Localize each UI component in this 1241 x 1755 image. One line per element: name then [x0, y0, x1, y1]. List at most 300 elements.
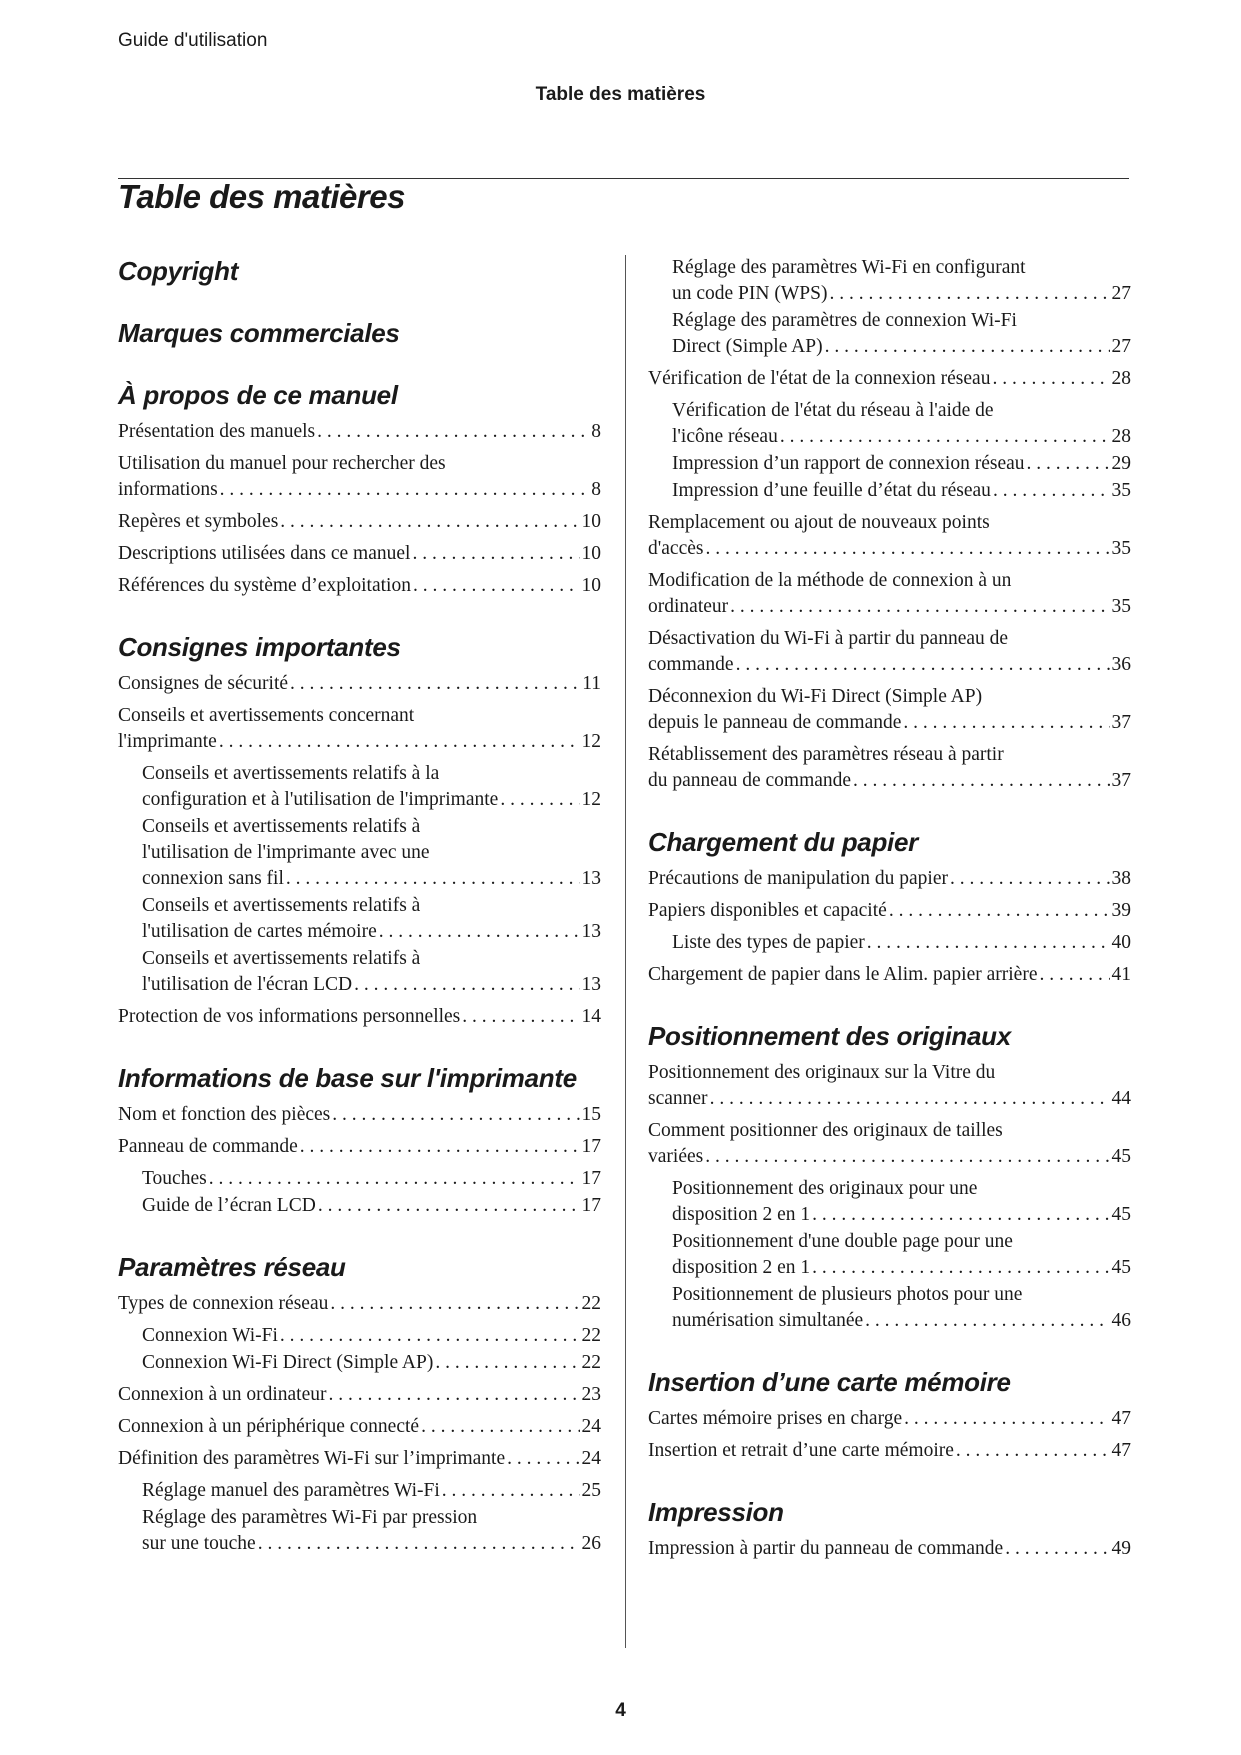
toc-entry-text: Touches [142, 1168, 207, 1189]
dot-leader [1027, 451, 1110, 477]
dot-leader [812, 1202, 1109, 1228]
toc-entry-text: depuis le panneau de commande [648, 712, 902, 733]
toc-page-number: 27 [1111, 336, 1131, 357]
dot-leader [317, 419, 589, 445]
toc-entry-last-line [648, 866, 1131, 892]
toc-entry-text: Conseils et avertissements concernant [118, 705, 415, 726]
toc-entry-last-line [142, 1193, 601, 1219]
toc-section-insertion-d-une-carte-memoire [648, 1366, 1131, 1464]
running-header-section: Table des matières [535, 84, 706, 105]
toc-entry-line [672, 1176, 1131, 1202]
toc-page-number: 10 [581, 543, 601, 564]
toc-entry-text: ordinateur [648, 596, 729, 617]
toc-entry-line [672, 398, 1131, 424]
toc-entry-line [142, 1505, 601, 1531]
toc-page-number: 37 [1111, 712, 1131, 733]
toc-entry-text: scanner [648, 1088, 708, 1109]
dot-leader [329, 1382, 580, 1408]
toc-entry[interactable] [648, 1282, 1131, 1334]
toc-entry-last-line [142, 1323, 601, 1349]
toc-entry[interactable] [118, 1166, 601, 1192]
toc-entry-line [142, 814, 601, 840]
toc-section-chargement-du-papier [648, 826, 1131, 988]
toc-entry-last-line [118, 1004, 601, 1030]
toc-entry-text: Références du système d’exploitation [118, 575, 411, 596]
toc-entry-text: Modification de la méthode de connexion à un [648, 570, 1012, 591]
toc-entry[interactable] [118, 1414, 601, 1440]
toc-entry[interactable] [648, 1406, 1131, 1432]
toc-entry-text: Utilisation du manuel pour rechercher des [118, 453, 446, 474]
toc-entry-text: Présentation des manuels [118, 421, 316, 442]
dot-leader [280, 509, 579, 535]
toc-page-number: 45 [1111, 1146, 1131, 1167]
toc-entry-text: l'utilisation de l'imprimante avec une [142, 842, 430, 863]
toc-entry-line [648, 1060, 1131, 1086]
dot-leader [853, 768, 1109, 794]
toc-page-number: 22 [581, 1352, 601, 1373]
dot-leader [736, 652, 1110, 678]
toc-page-number: 8 [591, 421, 601, 442]
toc-page-number: 24 [581, 1448, 601, 1469]
toc-entry-text: Connexion à un périphérique connecté [118, 1416, 420, 1437]
column-divider [625, 255, 626, 1648]
toc-entry-text: disposition 2 en 1 [672, 1204, 811, 1225]
toc-entry[interactable] [118, 893, 601, 945]
toc-section-heading[interactable]: Copyright [118, 256, 239, 286]
toc-right-column [648, 255, 1131, 1580]
toc-entry-line [118, 451, 601, 477]
toc-entry-line [672, 1229, 1131, 1255]
toc-entry[interactable] [648, 478, 1131, 504]
toc-entry-text: Consignes de sécurité [118, 673, 289, 694]
toc-entry-line [118, 703, 601, 729]
toc-section-informations-de-base-sur-l-imprimante [118, 1062, 601, 1219]
toc-entry[interactable] [118, 703, 601, 755]
toc-page-number: 35 [1111, 596, 1131, 617]
toc-entry-last-line [672, 1308, 1131, 1334]
toc-entry-last-line [672, 451, 1131, 477]
toc-page-number: 45 [1111, 1204, 1131, 1225]
toc-entry[interactable] [118, 814, 601, 892]
toc-entry-last-line [118, 573, 601, 599]
toc-entry[interactable] [648, 962, 1131, 988]
dot-leader [442, 1478, 580, 1504]
toc-page-number: 13 [581, 974, 601, 995]
toc-entry[interactable] [118, 419, 601, 445]
toc-section-heading[interactable]: Informations de base sur l'imprimante [118, 1063, 577, 1093]
toc-page-number: 14 [581, 1006, 601, 1027]
toc-page-number: 49 [1111, 1538, 1131, 1559]
dot-leader [286, 866, 580, 892]
toc-entry[interactable] [118, 671, 601, 697]
toc-entry-last-line [648, 768, 1131, 794]
toc-entry-last-line [142, 972, 601, 998]
toc-page-number: 45 [1111, 1257, 1131, 1278]
dot-leader [258, 1531, 580, 1557]
dot-leader [705, 536, 1109, 562]
toc-entry-text: Cartes mémoire prises en charge [648, 1408, 903, 1429]
toc-entry-text: Direct (Simple AP) [672, 336, 823, 357]
toc-entry-text: Panneau de commande [118, 1136, 298, 1157]
toc-entry-line [142, 946, 601, 972]
toc-entry-text: connexion sans fil [142, 868, 284, 889]
toc-entry-last-line [672, 1202, 1131, 1228]
toc-entry[interactable] [648, 626, 1131, 678]
toc-page-number: 12 [581, 789, 601, 810]
toc-entry[interactable] [648, 568, 1131, 620]
toc-entry[interactable] [118, 946, 601, 998]
toc-entry-last-line [648, 1536, 1131, 1562]
toc-entry-line [142, 893, 601, 919]
toc-entry-text: Vérification de l'état du réseau à l'aide de [672, 400, 994, 421]
toc-entry-line [648, 568, 1131, 594]
toc-entry[interactable] [118, 451, 601, 503]
toc-section-copyright [118, 255, 601, 287]
toc-entry-line [142, 840, 601, 866]
dot-leader [300, 1134, 580, 1160]
toc-entry[interactable] [648, 1438, 1131, 1464]
toc-page-number: 10 [581, 511, 601, 532]
toc-entry[interactable] [648, 1229, 1131, 1281]
toc-entry-text: l'imprimante [118, 731, 217, 752]
toc-entry-text: Positionnement des originaux sur la Vitre du [648, 1062, 996, 1083]
toc-entry-text: Comment positionner des originaux de tailles [648, 1120, 1003, 1141]
toc-entry-text: informations [118, 479, 218, 500]
toc-entry[interactable] [118, 509, 601, 535]
toc-entry-last-line [672, 424, 1131, 450]
toc-entry-text: Connexion à un ordinateur [118, 1384, 327, 1405]
toc-entry[interactable] [118, 1291, 601, 1317]
dot-leader [950, 866, 1109, 892]
toc-entry-last-line [142, 866, 601, 892]
toc-entry-text: commande [648, 654, 734, 675]
toc-page-number: 36 [1111, 654, 1131, 675]
toc-entry-text: Précautions de manipulation du papier [648, 868, 949, 889]
toc-entry-last-line [118, 1291, 601, 1317]
dot-leader [1040, 962, 1110, 988]
toc-entry-last-line [118, 671, 601, 697]
toc-section-impression [648, 1496, 1131, 1562]
toc-entry-text: Conseils et avertissements relatifs à la [142, 763, 440, 784]
toc-entry-text: du panneau de commande [648, 770, 852, 791]
toc-entry-text: Rétablissement des paramètres réseau à partir [648, 744, 1004, 765]
toc-section-heading[interactable]: Insertion d’une carte mémoire [648, 1367, 1011, 1397]
dot-leader [889, 898, 1110, 924]
dot-leader [412, 541, 579, 567]
toc-section-heading[interactable]: Impression [648, 1497, 784, 1527]
toc-entry[interactable] [118, 1193, 601, 1219]
toc-entry-last-line [118, 1382, 601, 1408]
toc-section-marques-commerciales [118, 317, 601, 349]
toc-entry-last-line [648, 1406, 1131, 1432]
dot-leader [462, 1004, 579, 1030]
toc-entry[interactable] [118, 1382, 601, 1408]
toc-entry-last-line [648, 962, 1131, 988]
toc-entry[interactable] [118, 1478, 601, 1504]
toc-section-heading[interactable]: Marques commerciales [118, 318, 400, 348]
toc-page-number: 13 [581, 868, 601, 889]
toc-page-number: 37 [1111, 770, 1131, 791]
toc-entry-last-line [648, 1086, 1131, 1112]
toc-section-heading[interactable]: Consignes importantes [118, 632, 401, 662]
toc-entry-text: Guide de l’écran LCD [142, 1195, 316, 1216]
toc-page-number: 40 [1111, 932, 1131, 953]
toc-entry-line [648, 510, 1131, 536]
toc-entry-last-line [648, 652, 1131, 678]
toc-entry-text: Repères et symboles [118, 511, 279, 532]
toc-entry-line [648, 626, 1131, 652]
toc-entry-text: Impression d’un rapport de connexion réseau [672, 453, 1025, 474]
toc-page-number: 23 [581, 1384, 601, 1405]
toc-entry-text: Chargement de papier dans le Alim. papier arrière [648, 964, 1038, 985]
toc-entry-last-line [118, 541, 601, 567]
toc-entry-text: Impression à partir du panneau de commande [648, 1538, 1004, 1559]
toc-entry-last-line [142, 1166, 601, 1192]
toc-entry[interactable] [648, 1176, 1131, 1228]
toc-entry-text: Papiers disponibles et capacité [648, 900, 887, 921]
dot-leader [993, 478, 1110, 504]
toc-entry-text: Positionnement de plusieurs photos pour une [672, 1284, 1023, 1305]
toc-page-number: 24 [581, 1416, 601, 1437]
toc-left-column [118, 255, 601, 1575]
dot-leader [413, 573, 580, 599]
toc-entry-text: Liste des types de papier [672, 932, 865, 953]
toc-page-number: 22 [581, 1325, 601, 1346]
toc-entry-last-line [142, 1531, 601, 1557]
toc-page-number: 12 [581, 731, 601, 752]
toc-entry[interactable] [648, 898, 1131, 924]
dot-leader [1005, 1536, 1109, 1562]
dot-leader [780, 424, 1110, 450]
toc-entry-last-line [648, 594, 1131, 620]
toc-entry-text: Connexion Wi-Fi [142, 1325, 278, 1346]
toc-page-number: 47 [1111, 1440, 1131, 1461]
toc-page-number: 28 [1111, 368, 1131, 389]
toc-entry-line [672, 255, 1131, 281]
toc-entry-text: Types de connexion réseau [118, 1293, 329, 1314]
toc-entry[interactable] [118, 1004, 601, 1030]
toc-entry-text: Nom et fonction des pièces [118, 1104, 331, 1125]
toc-entry[interactable] [648, 451, 1131, 477]
toc-section-parametres-reseau [118, 1251, 601, 1557]
toc-entry-line [672, 308, 1131, 334]
toc-section-a-propos-de-ce-manuel [118, 379, 601, 599]
toc-page-number: 38 [1111, 868, 1131, 889]
toc-page-number: 10 [581, 575, 601, 596]
toc-entry-text: Protection de vos informations personnelles [118, 1006, 461, 1027]
dot-leader [421, 1414, 579, 1440]
toc-page-number: 17 [581, 1136, 601, 1157]
toc-entry-last-line [672, 478, 1131, 504]
toc-entry[interactable] [118, 573, 601, 599]
dot-leader [730, 594, 1109, 620]
toc-page-number: 25 [581, 1480, 601, 1501]
toc-entry-text: variées [648, 1146, 704, 1167]
dot-leader [209, 1166, 580, 1192]
toc-entry-text: l'utilisation de cartes mémoire [142, 921, 377, 942]
dot-leader [354, 972, 579, 998]
toc-page-number: 44 [1111, 1088, 1131, 1109]
toc-entry[interactable] [648, 684, 1131, 736]
running-header-guide: Guide d'utilisation [118, 30, 268, 51]
toc-page-number: 17 [581, 1168, 601, 1189]
dot-leader [812, 1255, 1109, 1281]
dot-leader [290, 671, 580, 697]
toc-entry-line [648, 1118, 1131, 1144]
toc-entry-text: Connexion Wi-Fi Direct (Simple AP) [142, 1352, 434, 1373]
dot-leader [280, 1323, 580, 1349]
toc-section-heading[interactable]: À propos de ce manuel [118, 380, 398, 410]
dot-leader [829, 281, 1109, 307]
toc-entry-line [142, 761, 601, 787]
toc-entry[interactable] [648, 1536, 1131, 1562]
toc-entry-last-line [118, 729, 601, 755]
toc-entry[interactable] [648, 1060, 1131, 1112]
toc-entry-text: configuration et à l'utilisation de l'imprimante [142, 789, 499, 810]
toc-page-number: 47 [1111, 1408, 1131, 1429]
toc-entry[interactable] [118, 1446, 601, 1472]
toc-entry[interactable] [648, 930, 1131, 956]
toc-entry-text: Impression d’une feuille d’état du réseau [672, 480, 991, 501]
toc-entry-last-line [648, 710, 1131, 736]
dot-leader [705, 1144, 1109, 1170]
toc-entry-last-line [118, 1414, 601, 1440]
toc-entry-text: Réglage manuel des paramètres Wi-Fi [142, 1480, 440, 1501]
toc-entry-line [648, 684, 1131, 710]
toc-section-heading[interactable]: Chargement du papier [648, 827, 918, 857]
toc-entry[interactable] [648, 742, 1131, 794]
toc-entry-text: Déconnexion du Wi-Fi Direct (Simple AP) [648, 686, 983, 707]
toc-entry-last-line [118, 1102, 601, 1128]
toc-page-number: 26 [581, 1533, 601, 1554]
toc-entry-text: l'icône réseau [672, 426, 778, 447]
toc-page-number: 46 [1111, 1310, 1131, 1331]
dot-leader [992, 366, 1109, 392]
toc-entry-text: Positionnement d'une double page pour une [672, 1231, 1013, 1252]
toc-entry-text: Conseils et avertissements relatifs à [142, 816, 421, 837]
dot-leader [330, 1291, 579, 1317]
dot-leader [904, 1406, 1109, 1432]
dot-leader [903, 710, 1109, 736]
toc-page-number: 39 [1111, 900, 1131, 921]
toc-entry-text: un code PIN (WPS) [672, 283, 828, 304]
toc-entry-last-line [648, 898, 1131, 924]
toc-entry[interactable] [118, 761, 601, 813]
toc-entry-last-line [118, 1446, 601, 1472]
dot-leader [710, 1086, 1110, 1112]
toc-entry-text: Désactivation du Wi-Fi à partir du panneau de [648, 628, 1009, 649]
dot-leader [220, 477, 590, 503]
toc-entry-last-line [672, 930, 1131, 956]
toc-page-number: 13 [581, 921, 601, 942]
toc-page-number: 28 [1111, 426, 1131, 447]
dot-leader [825, 334, 1110, 360]
dot-leader [956, 1438, 1110, 1464]
dot-leader [867, 930, 1110, 956]
page-number: 4 [615, 1700, 626, 1721]
toc-page-number: 11 [582, 673, 601, 694]
dot-leader [219, 729, 580, 755]
toc-entry-last-line [142, 919, 601, 945]
page-title: Table des matières [118, 178, 405, 215]
toc-entry-text: disposition 2 en 1 [672, 1257, 811, 1278]
toc-section-heading[interactable]: Paramètres réseau [118, 1252, 346, 1282]
toc-entry-last-line [118, 509, 601, 535]
toc-entry-last-line [648, 1438, 1131, 1464]
toc-page-number: 8 [591, 479, 601, 500]
toc-entry-text: Définition des paramètres Wi-Fi sur l’imprimante [118, 1448, 506, 1469]
dot-leader [865, 1308, 1109, 1334]
dot-leader [379, 919, 580, 945]
toc-entry-text: numérisation simultanée [672, 1310, 864, 1331]
toc-entry[interactable] [648, 308, 1131, 360]
toc-entry-text: Conseils et avertissements relatifs à [142, 948, 421, 969]
toc-entry[interactable] [648, 398, 1131, 450]
toc-page-number: 15 [581, 1104, 601, 1125]
toc-entry[interactable] [648, 366, 1131, 392]
toc-page-number: 35 [1111, 480, 1131, 501]
toc-entry-text: Réglage des paramètres Wi-Fi en configurant [672, 257, 1026, 278]
dot-leader [318, 1193, 580, 1219]
toc-page-number: 17 [581, 1195, 601, 1216]
toc-page-number: 22 [581, 1293, 601, 1314]
dot-leader [500, 787, 579, 813]
toc-entry[interactable] [118, 1134, 601, 1160]
toc-entry-last-line [142, 1478, 601, 1504]
toc-section-positionnement-des-originaux [648, 1020, 1131, 1334]
toc-section-continued [648, 255, 1131, 794]
toc-page-number: 27 [1111, 283, 1131, 304]
toc-entry-text: Insertion et retrait d’une carte mémoire [648, 1440, 954, 1461]
toc-entry-text: d'accès [648, 538, 704, 559]
toc-entry[interactable] [118, 1350, 601, 1376]
toc-entry[interactable] [648, 1118, 1131, 1170]
toc-entry-last-line [118, 477, 601, 503]
dot-leader [507, 1446, 579, 1472]
toc-entry[interactable] [648, 866, 1131, 892]
toc-entry-line [672, 1282, 1131, 1308]
toc-entry-last-line [672, 281, 1131, 307]
toc-page-number: 35 [1111, 538, 1131, 559]
toc-entry-last-line [118, 1134, 601, 1160]
toc-section-heading[interactable]: Positionnement des originaux [648, 1021, 1011, 1051]
toc-entry[interactable] [648, 255, 1131, 307]
toc-entry[interactable] [118, 541, 601, 567]
toc-entry-text: Descriptions utilisées dans ce manuel [118, 543, 411, 564]
toc-entry-last-line [118, 419, 601, 445]
toc-entry[interactable] [118, 1505, 601, 1557]
toc-entry-last-line [142, 787, 601, 813]
toc-entry-text: Réglage des paramètres de connexion Wi-Fi [672, 310, 1017, 331]
toc-entry-last-line [648, 1144, 1131, 1170]
toc-entry-last-line [672, 1255, 1131, 1281]
toc-entry-last-line [648, 366, 1131, 392]
toc-entry[interactable] [648, 510, 1131, 562]
dot-leader [332, 1102, 579, 1128]
toc-page-number: 29 [1111, 453, 1131, 474]
dot-leader [435, 1350, 579, 1376]
toc-entry[interactable] [118, 1102, 601, 1128]
toc-entry[interactable] [118, 1323, 601, 1349]
toc-entry-text: Réglage des paramètres Wi-Fi par pression [142, 1507, 478, 1528]
toc-entry-last-line [142, 1350, 601, 1376]
toc-entry-text: Conseils et avertissements relatifs à [142, 895, 421, 916]
toc-entry-text: Remplacement ou ajout de nouveaux points [648, 512, 990, 533]
toc-entry-text: sur une touche [142, 1533, 256, 1554]
toc-entry-text: l'utilisation de l'écran LCD [142, 974, 353, 995]
toc-entry-text: Vérification de l'état de la connexion réseau [648, 368, 991, 389]
toc-entry-last-line [672, 334, 1131, 360]
